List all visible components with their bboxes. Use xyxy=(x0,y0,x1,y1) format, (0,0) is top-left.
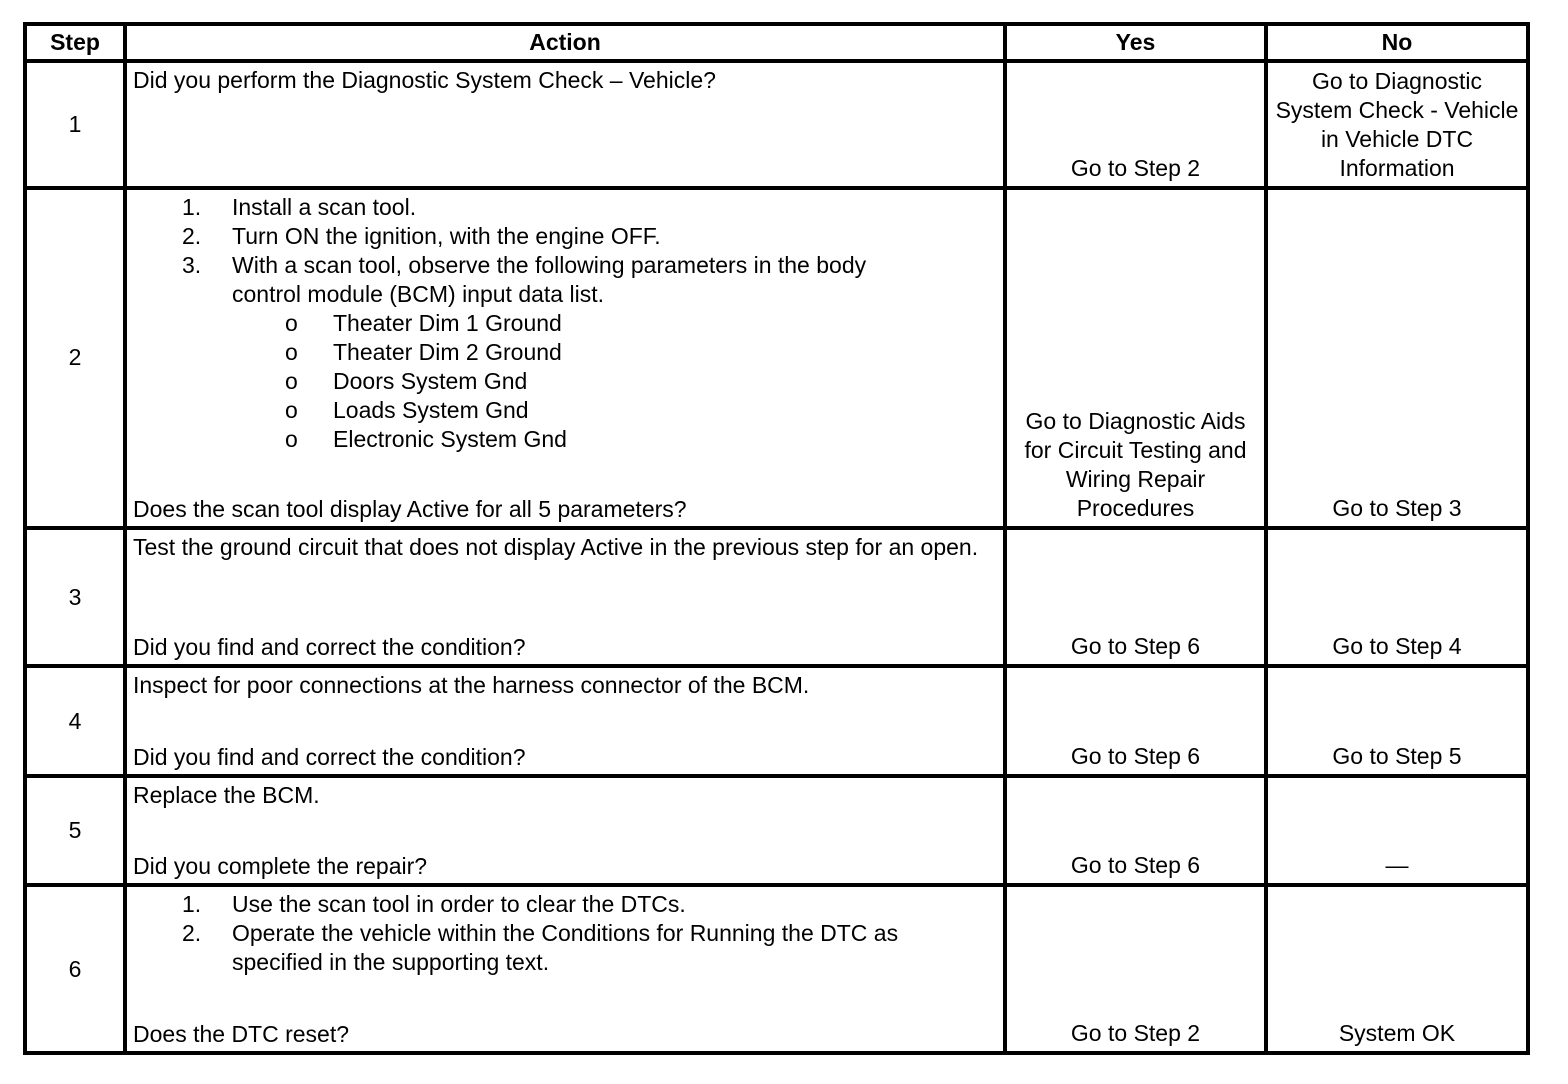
no-cell: System OK xyxy=(1266,885,1528,1053)
instruction-list xyxy=(133,193,999,309)
action-cell xyxy=(125,776,1005,885)
action-text: Did you perform the Diagnostic System Check – Vehicle? xyxy=(133,67,716,93)
header-action: Action xyxy=(125,24,1005,61)
step-number: 4 xyxy=(25,666,125,775)
action-question: Did you find and correct the condition? xyxy=(133,743,526,770)
table-row xyxy=(25,776,1528,885)
list-item: 3. With a scan tool, observe the following parameters in the body control module (BCM) input data list. xyxy=(182,251,867,307)
action-cell xyxy=(125,666,1005,775)
list-item: o Doors System Gnd xyxy=(285,367,528,394)
list-item: o Theater Dim 2 Ground xyxy=(285,338,562,365)
list-item: 1. Use the scan tool in order to clear the DTCs. xyxy=(182,891,686,918)
table-row xyxy=(25,885,1528,1053)
action-text: Inspect for poor connections at the harness connector of the BCM. xyxy=(133,672,810,699)
list-item: o Electronic System Gnd xyxy=(285,425,567,452)
table-row xyxy=(25,61,1528,188)
step-number: 5 xyxy=(25,776,125,885)
instruction-list xyxy=(133,890,999,977)
step-number: 2 xyxy=(25,188,125,528)
header-step: Step xyxy=(25,24,125,61)
step-number: 6 xyxy=(25,885,125,1053)
no-cell: Go to Step 3 xyxy=(1266,188,1528,528)
action-question: Did you complete the repair? xyxy=(133,853,428,880)
yes-cell: Go to Step 2 xyxy=(1005,885,1266,1053)
action-cell xyxy=(125,528,1005,667)
list-item: 1. Install a scan tool. xyxy=(182,193,417,220)
list-item: o Theater Dim 1 Ground xyxy=(285,309,562,336)
step-number: 3 xyxy=(25,528,125,667)
yes-cell: Go to Diagnostic Aids for Circuit Testing and Wiring Repair Procedures xyxy=(1005,188,1266,528)
step-number: 1 xyxy=(25,61,125,188)
action-cell xyxy=(125,885,1005,1053)
table-row xyxy=(25,188,1528,528)
action-question: Does the scan tool display Active for all 5 parameters? xyxy=(133,495,687,522)
action-cell xyxy=(125,188,1005,528)
list-item: o Loads System Gnd xyxy=(285,396,529,423)
table-row xyxy=(25,528,1528,667)
yes-cell: Go to Step 6 xyxy=(1005,776,1266,885)
parameter-list xyxy=(133,309,999,454)
yes-cell: Go to Step 2 xyxy=(1005,61,1266,188)
yes-cell: Go to Step 6 xyxy=(1005,528,1266,667)
action-question: Did you find and correct the condition? xyxy=(133,634,526,661)
list-item: 2. Turn ON the ignition, with the engine OFF. xyxy=(182,222,661,249)
no-cell: Go to Step 4 xyxy=(1266,528,1528,667)
list-item: 2. Operate the vehicle within the Conditions for Running the DTC as specified in the supporting text. xyxy=(182,920,899,976)
diagnostic-table xyxy=(23,22,1530,1055)
action-text: Replace the BCM. xyxy=(133,781,320,808)
no-cell: Go to Step 5 xyxy=(1266,666,1528,775)
yes-cell: Go to Step 6 xyxy=(1005,666,1266,775)
action-text: Test the ground circuit that does not display Active in the previous step for an open. xyxy=(133,533,979,560)
action-question: Does the DTC reset? xyxy=(133,1021,350,1047)
header-no: No xyxy=(1266,24,1528,61)
table-row xyxy=(25,666,1528,775)
no-cell: — xyxy=(1266,776,1528,885)
header-yes: Yes xyxy=(1005,24,1266,61)
header-row xyxy=(25,24,1528,61)
no-cell: Go to Diagnostic System Check - Vehicle in Vehicle DTC Information xyxy=(1266,61,1528,188)
action-cell xyxy=(125,61,1005,188)
